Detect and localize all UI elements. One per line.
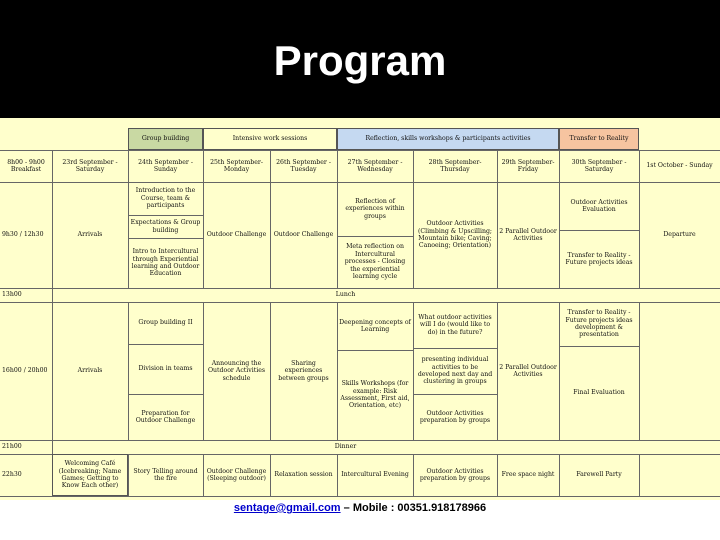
afternoon-announcing: Announcing the Outdoor Activities schedule [207, 359, 266, 382]
day-27: 27th September - Wednesday [347, 158, 403, 173]
day-01: 1st October - Sunday [646, 162, 713, 170]
day-29: 29th September-Friday [501, 158, 555, 173]
evening-farewell: Farewell Party [576, 471, 622, 479]
afternoon-skills: Skills Workshops (for example: Risk Assessment, First aid, Orientation, etc) [340, 380, 410, 410]
afternoon-presenting: presenting individual activities to be developed next day and clustering in groups [417, 356, 493, 386]
dinner-label: Dinner [334, 443, 357, 451]
morning-intro-course: Introduction to the Course, team & participants [135, 187, 196, 210]
morning-arrivals: Arrivals [77, 231, 103, 239]
day-25: 25th September-Monday [210, 158, 263, 173]
afternoon-transfer: Transfer to Reality - Future projects ideas development & presentation [565, 309, 633, 339]
morning-outdoor-activities: Outdoor Activities (Climbing & Upscilling; Mountain bike; Caving; Canoeing; Orientation) [417, 220, 493, 250]
lunch-label: Lunch [335, 291, 356, 299]
day-28: 28th September-Thursday [428, 158, 482, 173]
time-dinner: 21h00 [2, 443, 22, 451]
grid-line [0, 496, 720, 497]
morning-evaluation: Outdoor Activities Evaluation [570, 198, 628, 213]
afternoon-final-evaluation: Final Evaluation [573, 389, 625, 397]
day-26: 26th September - Tuesday [276, 158, 331, 173]
afternoon-division-teams: Division in teams [138, 365, 193, 373]
header-transfer: Transfer to Reality [559, 128, 639, 150]
time-breakfast: 8h00 - 9h00 Breakfast [7, 158, 45, 173]
afternoon-parallel-activities: 2 Parallel Outdoor Activities [499, 363, 557, 378]
evening-challenge: Outdoor Challenge (Sleeping outdoor) [206, 467, 267, 482]
afternoon-deepening: Deepening concepts of Learning [339, 318, 411, 333]
evening-prep-groups: Outdoor Activities preparation by groups [419, 467, 491, 482]
time-afternoon: 16h00 / 20h00 [2, 367, 48, 375]
mobile-number: – Mobile : 00351.918178966 [343, 502, 487, 514]
afternoon-preparation: Preparation for Outdoor Challenge [135, 409, 196, 424]
afternoon-sharing: Sharing experiences between groups [278, 359, 329, 382]
page-title: Program [273, 37, 447, 84]
evening-relaxation: Relaxation session [274, 471, 333, 479]
morning-intro-intercultural: Intro to Intercultural through Experiential learning and Outdoor Education [131, 248, 200, 278]
afternoon-arrivals: Arrivals [77, 367, 103, 375]
program-table [0, 118, 720, 500]
contact-footer [0, 502, 720, 514]
morning-departure: Departure [663, 231, 696, 239]
morning-transfer: Transfer to Reality - Future projects ideas [565, 251, 633, 266]
evening-intercultural: Intercultural Evening [341, 471, 409, 479]
evening-welcoming: Welcoming Café (Icebreaking; Name Games; Getting to Know Each other) [52, 454, 128, 496]
email-link[interactable]: sentage@gmail.com [233, 502, 341, 514]
morning-reflection: Reflection of experiences within groups [345, 197, 405, 220]
morning-outdoor-challenge-25: Outdoor Challenge [206, 231, 267, 239]
header-intensive: Intensive work sessions [203, 128, 337, 150]
evening-story: Story Telling around the fire [133, 467, 198, 482]
grid-line [639, 302, 640, 440]
time-lunch: 13h00 [2, 291, 22, 299]
day-23: 23rd September - Saturday [62, 158, 118, 173]
title-bar [0, 0, 720, 118]
afternoon-prep-groups: Outdoor Activities preparation by groups [419, 409, 491, 424]
grid-line [639, 454, 640, 496]
morning-outdoor-challenge-26: Outdoor Challenge [273, 231, 334, 239]
day-30: 30th September - Saturday [571, 158, 627, 173]
morning-meta-reflection: Meta reflection on Intercultural processes - Closing the experiential learning cycle [344, 243, 406, 281]
afternoon-group-building-ii: Group building II [138, 319, 193, 327]
time-morning: 9h30 / 12h30 [2, 231, 44, 239]
morning-expectations: Expectations & Group building [130, 219, 201, 234]
header-reflection: Reflection, skills workshops & participants activities [337, 128, 559, 150]
header-group-building: Group building [128, 128, 203, 150]
time-evening: 22h30 [2, 471, 22, 479]
morning-parallel-activities: 2 Parallel Outdoor Activities [499, 227, 557, 242]
evening-free-space: Free space night [501, 471, 555, 479]
day-24: 24th September - Sunday [138, 158, 193, 173]
afternoon-what-outdoor: What outdoor activities will I do (would like to do) in the future? [418, 313, 492, 336]
